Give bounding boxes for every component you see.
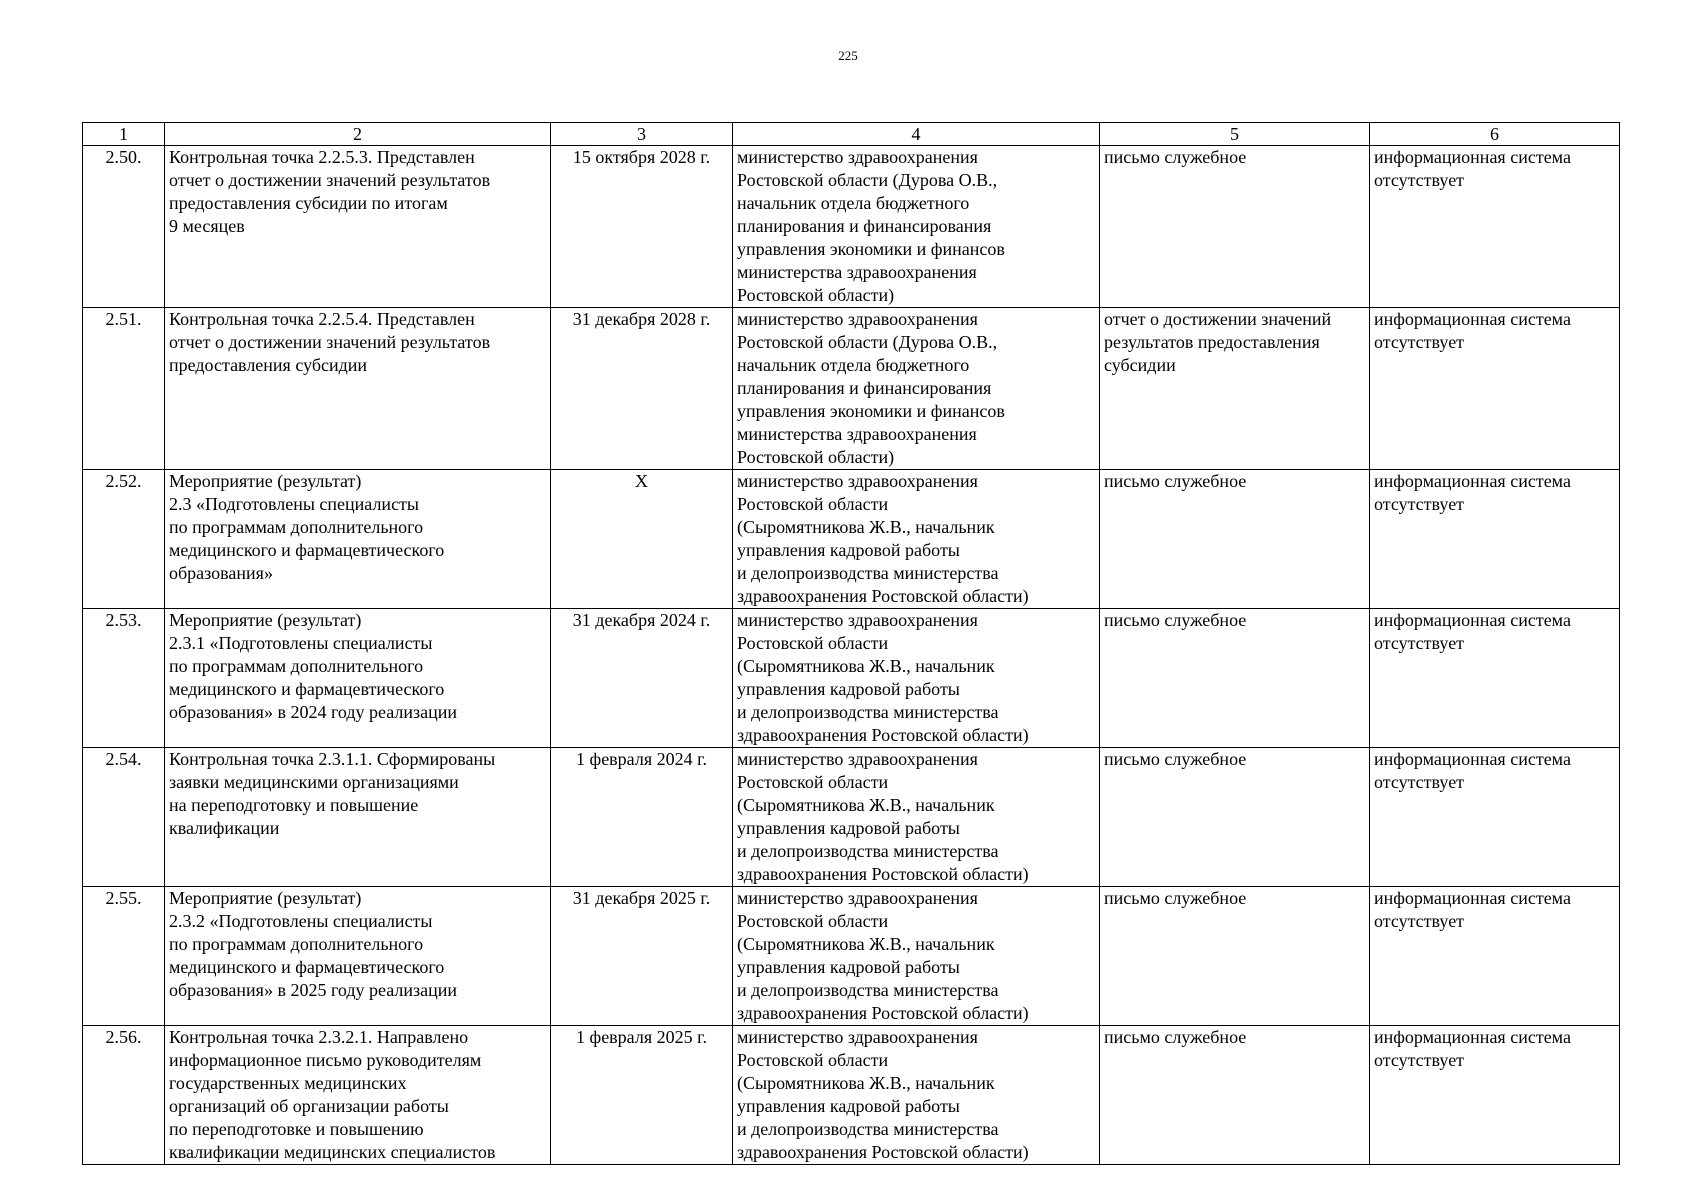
- responsible-executor: министерство здравоохранения Ростовской области (Сыромятникова Ж.В., начальник управления кадровой работы и делопроизводства министерства здравоохранения Ростовской области): [733, 609, 1100, 748]
- row-number: 2.50.: [83, 146, 165, 308]
- information-system: информационная система отсутствует: [1370, 146, 1620, 308]
- document-type: отчет о достижении значений результатов предоставления субсидии: [1100, 308, 1370, 470]
- row-number: 2.52.: [83, 470, 165, 609]
- event-name: Контрольная точка 2.2.5.3. Представлен отчет о достижении значений результатов предоставления субсидии по итогам 9 месяцев: [165, 146, 551, 308]
- responsible-executor: министерство здравоохранения Ростовской области (Сыромятникова Ж.В., начальник управления кадровой работы и делопроизводства министерства здравоохранения Ростовской области): [733, 748, 1100, 887]
- document-type: письмо служебное: [1100, 1026, 1370, 1165]
- deadline: 31 декабря 2025 г.: [551, 887, 733, 1026]
- event-name: Контрольная точка 2.2.5.4. Представлен отчет о достижении значений результатов предоставления субсидии: [165, 308, 551, 470]
- column-header-2: 2: [165, 123, 551, 146]
- control-points-table: [82, 122, 1620, 1165]
- table-row: [83, 470, 1620, 609]
- row-number: 2.56.: [83, 1026, 165, 1165]
- document-type: письмо служебное: [1100, 748, 1370, 887]
- deadline: 1 февраля 2024 г.: [551, 748, 733, 887]
- event-name: Мероприятие (результат) 2.3.1 «Подготовлены специалисты по программам дополнительного медицинского и фармацевтического образования» в 2024 году реализации: [165, 609, 551, 748]
- event-name: Мероприятие (результат) 2.3 «Подготовлены специалисты по программам дополнительного медицинского и фармацевтического образования»: [165, 470, 551, 609]
- column-header-1: 1: [83, 123, 165, 146]
- row-number: 2.54.: [83, 748, 165, 887]
- column-header-4: 4: [733, 123, 1100, 146]
- document-type: письмо служебное: [1100, 470, 1370, 609]
- information-system: информационная система отсутствует: [1370, 609, 1620, 748]
- deadline: 31 декабря 2024 г.: [551, 609, 733, 748]
- table-row: [83, 1026, 1620, 1165]
- column-header-5: 5: [1100, 123, 1370, 146]
- deadline: 15 октября 2028 г.: [551, 146, 733, 308]
- event-name: Контрольная точка 2.3.1.1. Сформированы заявки медицинскими организациями на переподготовку и повышение квалификации: [165, 748, 551, 887]
- deadline: 1 февраля 2025 г.: [551, 1026, 733, 1165]
- deadline: Х: [551, 470, 733, 609]
- information-system: информационная система отсутствует: [1370, 748, 1620, 887]
- document-type: письмо служебное: [1100, 887, 1370, 1026]
- responsible-executor: министерство здравоохранения Ростовской области (Дурова О.В., начальник отдела бюджетного планирования и финансирования управления экономики и финансов министерства здравоохранения Ростовской области): [733, 146, 1100, 308]
- column-header-3: 3: [551, 123, 733, 146]
- table-row: [83, 146, 1620, 308]
- document-type: письмо служебное: [1100, 609, 1370, 748]
- row-number: 2.55.: [83, 887, 165, 1026]
- row-number: 2.51.: [83, 308, 165, 470]
- table-row: [83, 887, 1620, 1026]
- information-system: информационная система отсутствует: [1370, 1026, 1620, 1165]
- column-header-6: 6: [1370, 123, 1620, 146]
- page-number: 225: [838, 48, 858, 63]
- column-number-row: [83, 123, 1620, 146]
- deadline: 31 декабря 2028 г.: [551, 308, 733, 470]
- information-system: информационная система отсутствует: [1370, 887, 1620, 1026]
- table-row: [83, 308, 1620, 470]
- event-name: Мероприятие (результат) 2.3.2 «Подготовлены специалисты по программам дополнительного медицинского и фармацевтического образования» в 2025 году реализации: [165, 887, 551, 1026]
- information-system: информационная система отсутствует: [1370, 308, 1620, 470]
- responsible-executor: министерство здравоохранения Ростовской области (Сыромятникова Ж.В., начальник управления кадровой работы и делопроизводства министерства здравоохранения Ростовской области): [733, 887, 1100, 1026]
- document-type: письмо служебное: [1100, 146, 1370, 308]
- row-number: 2.53.: [83, 609, 165, 748]
- information-system: информационная система отсутствует: [1370, 470, 1620, 609]
- table-row: [83, 748, 1620, 887]
- event-name: Контрольная точка 2.3.2.1. Направлено информационное письмо руководителям государственных медицинских организаций об организации работы по переподготовке и повышению квалификации медицинских специалистов: [165, 1026, 551, 1165]
- responsible-executor: министерство здравоохранения Ростовской области (Сыромятникова Ж.В., начальник управления кадровой работы и делопроизводства министерства здравоохранения Ростовской области): [733, 470, 1100, 609]
- table-row: [83, 609, 1620, 748]
- responsible-executor: министерство здравоохранения Ростовской области (Дурова О.В., начальник отдела бюджетного планирования и финансирования управления экономики и финансов министерства здравоохранения Ростовской области): [733, 308, 1100, 470]
- responsible-executor: министерство здравоохранения Ростовской области (Сыромятникова Ж.В., начальник управления кадровой работы и делопроизводства министерства здравоохранения Ростовской области): [733, 1026, 1100, 1165]
